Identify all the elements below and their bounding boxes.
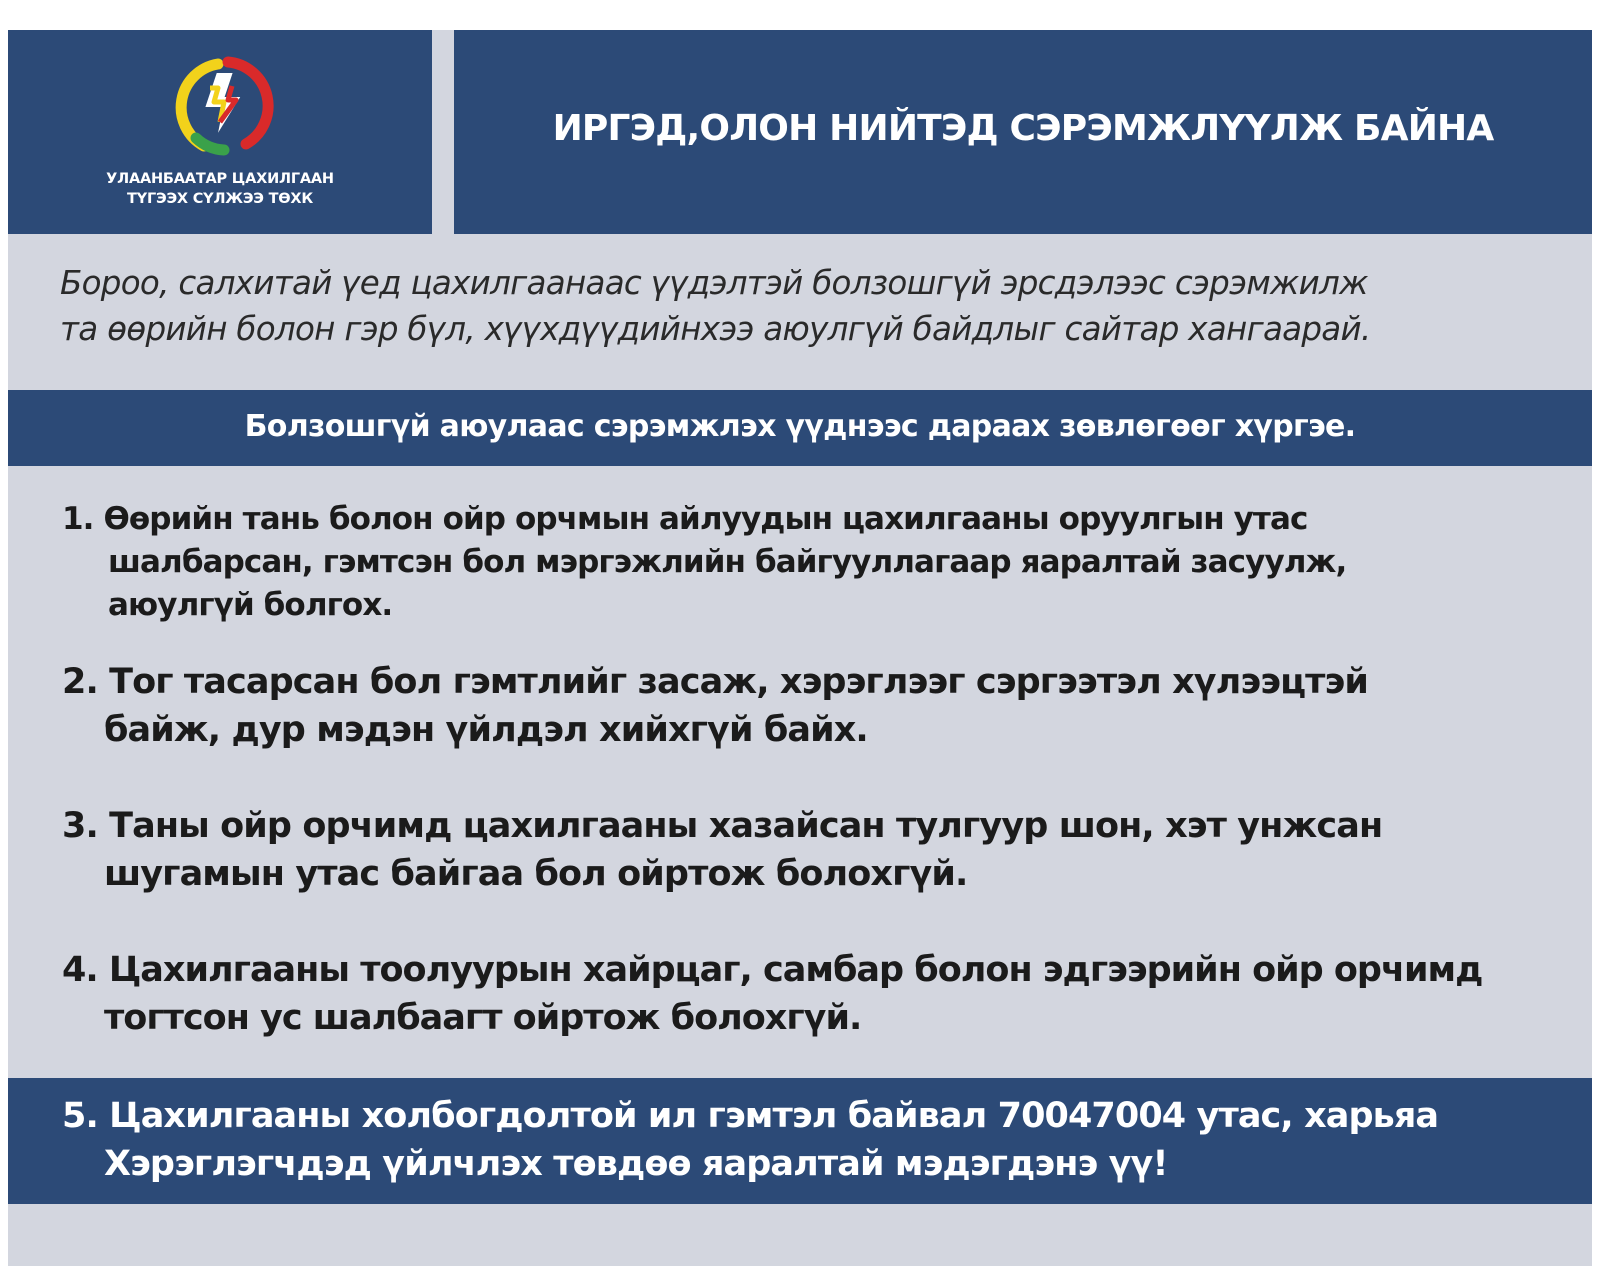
footer-contact-text xyxy=(62,1092,1438,1188)
advice-item-line: тогтсон ус шалбаагт ойртож болохгүй. xyxy=(104,998,862,1038)
title-panel xyxy=(454,30,1592,234)
advice-item-line: байж, дур мэдэн үйлдэл хийхгүй байх. xyxy=(104,710,868,750)
organization-name-line1: УЛААНБААТАР ЦАХИЛГААН xyxy=(106,171,334,187)
advice-item-3 xyxy=(62,802,1382,898)
footer-line: 5. Цахилгааны холбогдолтой ил гэмтэл байвал 70047004 утас, харьяа xyxy=(62,1096,1439,1136)
advice-banner-text: Болзошгүй аюулаас сэрэмжлэх үүднээс дараах зөвлөгөөг хүргэе. xyxy=(244,409,1356,444)
advice-item-line: 1. Өөрийн тань болон ойр орчмын айлуудын цахилгааны оруулгын утас xyxy=(62,501,1308,537)
advice-item-4 xyxy=(62,946,1482,1042)
footer-line: Хэрэглэгчдэд үйлчлэх төвдөө яаралтай мэдэгдэнэ үү! xyxy=(104,1144,1168,1184)
intro-line: та өөрийн болон гэр бүл, хүүхдүүдийнхээ аюулгүй байдлыг сайтар хангаарай. xyxy=(60,310,1371,348)
intro-line: Бороо, салхитай үед цахилгаанаас үүдэлтэй болзошгүй эрсдэлээс сэрэмжилж xyxy=(60,264,1368,302)
warning-poster xyxy=(8,30,1592,1266)
advice-item-2 xyxy=(62,658,1368,754)
advice-banner xyxy=(8,390,1592,466)
lightning-bolt-logo-icon xyxy=(166,50,278,162)
advice-item-line: 3. Таны ойр орчимд цахилгааны хазайсан тулгуур шон, хэт унжсан xyxy=(62,806,1383,846)
advice-item-line: 4. Цахилгааны тоолуурын хайрцаг, самбар болон эдгээрийн ойр орчимд xyxy=(62,950,1483,990)
organization-name xyxy=(8,169,432,209)
page-title: ИРГЭД,ОЛОН НИЙТЭД СЭРЭМЖЛҮҮЛЖ БАЙНА xyxy=(552,108,1494,149)
advice-item-line: аюулгүй болгох. xyxy=(108,587,393,623)
advice-item-line: шугамын утас байгаа бол ойртож болохгүй. xyxy=(104,854,968,894)
advice-item-1 xyxy=(62,498,1346,627)
organization-name-line2: ТҮГЭЭХ СҮЛЖЭЭ ТӨХК xyxy=(126,191,314,207)
intro-paragraph xyxy=(60,260,1580,352)
advice-item-line: 2. Тог тасарсан бол гэмтлийг засаж, хэрэглээг сэргээтэл хүлээцтэй xyxy=(62,662,1369,702)
logo-panel xyxy=(8,30,432,234)
advice-item-line: шалбарсан, гэмтсэн бол мэргэжлийн байгууллагаар яаралтай засуулж, xyxy=(108,544,1347,580)
footer-banner xyxy=(8,1078,1592,1204)
